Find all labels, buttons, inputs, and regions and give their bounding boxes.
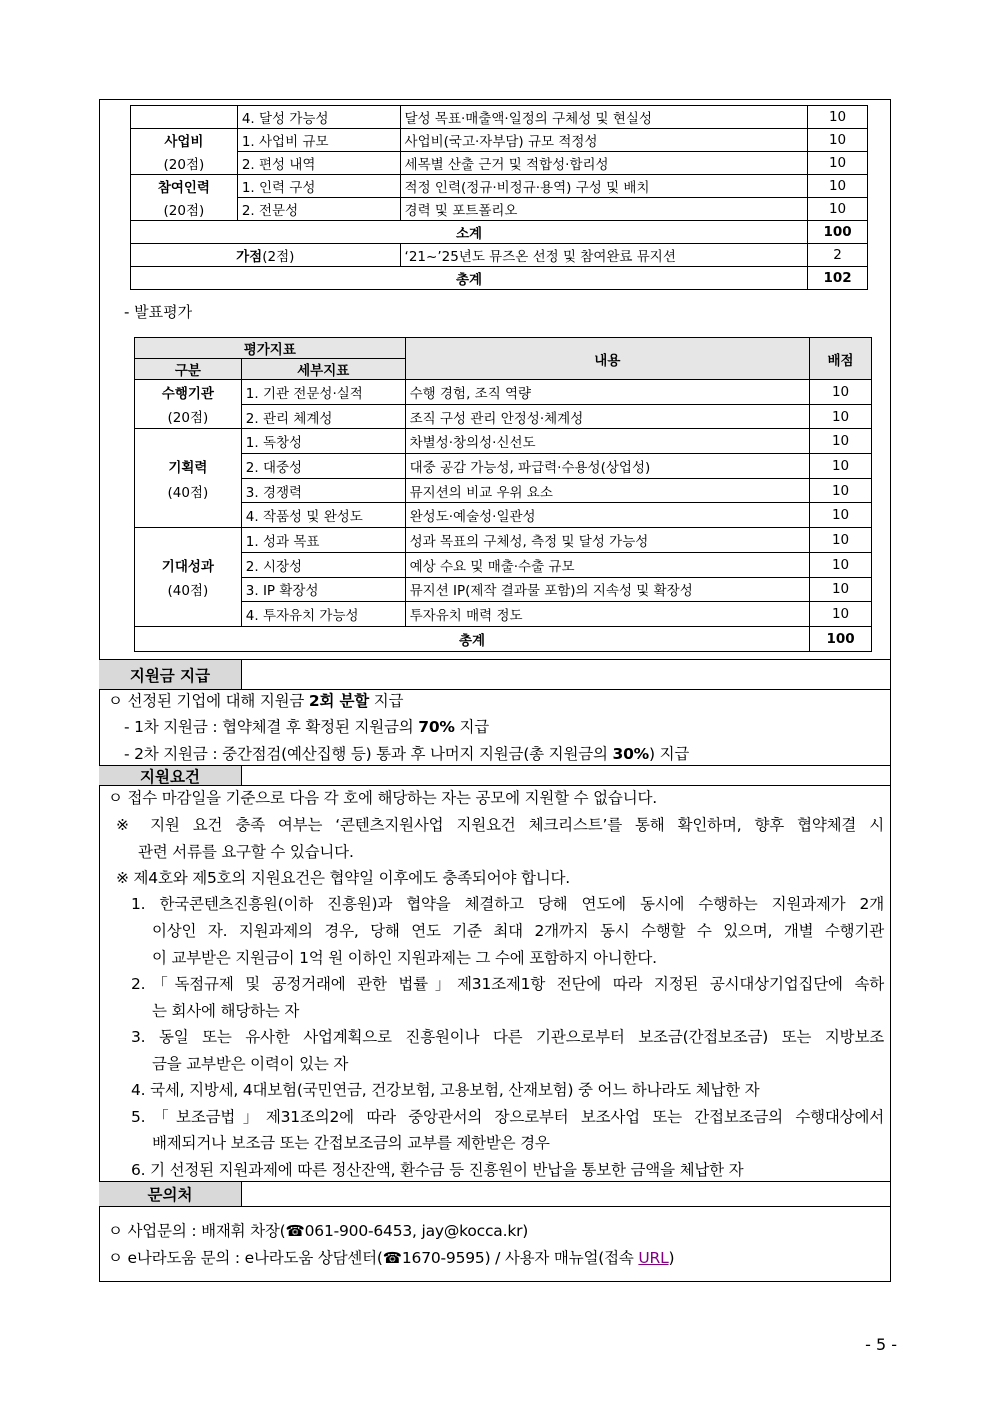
payment-section-header xyxy=(99,659,891,690)
bonus-content: ‘21~’25년도 뮤즈온 선정 및 참여완료 뮤지션 xyxy=(400,244,808,267)
text: - 1차 지원금 : 협약체결 후 확정된 지원금의 xyxy=(124,718,419,736)
score-cell: 10 xyxy=(810,602,872,627)
table-row xyxy=(135,503,872,528)
requirements-note-2: ※ 제4호와 제5호의 지원요건은 협약일 이후에도 충족되어야 합니다. xyxy=(116,869,571,887)
requirement-item-1b: 이상인 자. 지원과제의 경우, 당해 연도 기준 최대 2개까지 동시 수행할 수 있으며, 개별 수행기관 xyxy=(152,922,884,940)
payment-line-3 xyxy=(124,742,689,764)
item-cell: 2. 전문성 xyxy=(237,198,400,221)
contact-line-1: ㅇ 사업문의 : 배재휘 차장(☎061-900-6453, jay@kocca.kr) xyxy=(108,1222,529,1240)
group-spacer xyxy=(135,503,242,528)
table-row xyxy=(131,152,868,175)
item-cell: 2. 대중성 xyxy=(241,454,405,479)
payment-line-2 xyxy=(124,715,489,737)
table-row xyxy=(135,528,872,553)
table-row xyxy=(135,577,872,602)
table-row xyxy=(131,175,868,198)
content-cell: 완성도·예술성·일관성 xyxy=(405,503,809,528)
total-score: 102 xyxy=(808,267,868,290)
content-cell: 예상 수요 및 매출·수출 규모 xyxy=(405,552,809,577)
group-name: 기획력 xyxy=(135,454,242,479)
text: - 2차 지원금 : 중간점검(예산집행 등) 통과 후 나머지 지원금(총 지원금의 xyxy=(124,745,613,763)
bonus-score: 2 xyxy=(808,244,868,267)
group-name: 사업비 xyxy=(131,129,238,152)
item-cell: 2. 시장성 xyxy=(241,552,405,577)
content-cell: 뮤지션의 비교 우위 요소 xyxy=(405,478,809,503)
score-cell: 10 xyxy=(810,454,872,479)
contact-section-title: 문의처 xyxy=(99,1182,242,1206)
score-cell: 10 xyxy=(808,129,868,152)
content-cell: 뮤지션 IP(제작 결과물 포함)의 지속성 및 확장성 xyxy=(405,577,809,602)
item-cell: 2. 편성 내역 xyxy=(237,152,400,175)
score-cell: 10 xyxy=(810,478,872,503)
score-cell: 10 xyxy=(810,404,872,429)
subtotal-score: 100 xyxy=(808,221,868,244)
text: 지급 xyxy=(369,692,404,710)
item-cell: 3. 경쟁력 xyxy=(241,478,405,503)
text: ) xyxy=(668,1249,675,1267)
total-score: 100 xyxy=(810,626,872,651)
requirement-item-5a: 5.「보조금법」제31조의2에 따라 중앙관서의 장으로부터 보조사업 또는 간접보조금의 수행대상에서 xyxy=(131,1108,884,1126)
payment-section-title: 지원금 지급 xyxy=(99,660,242,689)
item-cell: 1. 독창성 xyxy=(241,429,405,454)
score-cell: 10 xyxy=(810,528,872,553)
item-cell: 1. 인력 구성 xyxy=(237,175,400,198)
requirements-section-header xyxy=(99,765,891,786)
table-row xyxy=(135,602,872,627)
group-points: (20점) xyxy=(131,152,238,175)
requirements-note-1a: ※ 지원 요건 충족 여부는 ‘콘텐츠지원사업 지원요건 체크리스트’를 통해 확인하며, 향후 협약체결 시 xyxy=(116,816,884,834)
header-indicator: 평가지표 xyxy=(135,338,406,359)
header-score: 배점 xyxy=(810,338,872,380)
group-spacer xyxy=(135,429,242,454)
table-row xyxy=(131,106,868,129)
table-row xyxy=(135,380,872,405)
table-row xyxy=(135,429,872,454)
text: 지급 xyxy=(454,718,490,736)
content-cell: 사업비(국고·자부담) 규모 적정성 xyxy=(400,129,808,152)
score-cell: 10 xyxy=(810,380,872,405)
presentation-evaluation-table xyxy=(134,337,872,652)
table-row xyxy=(131,198,868,221)
score-cell: 10 xyxy=(808,198,868,221)
text: ㅇ e나라도움 문의 : e나라도움 상담센터(☎1670-9595) / 사용자 매뉴얼(접속 xyxy=(108,1249,639,1267)
item-cell: 4. 달성 가능성 xyxy=(237,106,400,129)
requirement-item-2b: 는 회사에 해당하는 자 xyxy=(152,1002,300,1020)
subtotal-label: 소계 xyxy=(131,221,808,244)
content-cell: 수행 경험, 조직 역량 xyxy=(405,380,809,405)
content-cell: 대중 공감 가능성, 파급력·수용성(상업성) xyxy=(405,454,809,479)
content-cell: 달성 목표·매출액·일정의 구체성 및 현실성 xyxy=(400,106,808,129)
bold-text: 2회 분할 xyxy=(308,692,370,710)
group-points: (20점) xyxy=(131,198,238,221)
group-name: 수행기관 xyxy=(135,380,242,405)
total-row xyxy=(135,626,872,651)
bonus-row xyxy=(131,244,868,267)
requirements-intro: ㅇ 접수 마감일을 기준으로 다음 각 호에 해당하는 자는 공모에 지원할 수 없습니다. xyxy=(108,789,657,807)
content-cell: 차별성·창의성·신선도 xyxy=(405,429,809,454)
item-cell: 4. 투자유치 가능성 xyxy=(241,602,405,627)
score-cell: 10 xyxy=(808,152,868,175)
table-row xyxy=(135,478,872,503)
group-cell xyxy=(131,106,238,129)
requirement-item-5b: 배제되거나 보조금 또는 간접보조금의 교부를 제한받은 경우 xyxy=(152,1134,550,1152)
page-number: - 5 - xyxy=(865,1335,897,1354)
requirement-item-4: 4. 국세, 지방세, 4대보험(국민연금, 건강보험, 고용보험, 산재보험) 중 어느 하나라도 체납한 자 xyxy=(131,1081,760,1099)
score-cell: 10 xyxy=(808,106,868,129)
content-cell: 세목별 산출 근거 및 적합성·합리성 xyxy=(400,152,808,175)
content-cell: 적정 인력(정규·비정규·용역) 구성 및 배치 xyxy=(400,175,808,198)
score-cell: 10 xyxy=(810,552,872,577)
score-cell: 10 xyxy=(808,175,868,198)
item-cell: 3. IP 확장성 xyxy=(241,577,405,602)
presentation-eval-heading: - 발표평가 xyxy=(124,303,193,321)
text: ) 지급 xyxy=(649,745,690,763)
header-row xyxy=(135,338,872,359)
group-spacer xyxy=(135,602,242,627)
contact-line-2 xyxy=(108,1246,674,1268)
manual-url-link[interactable]: URL xyxy=(638,1249,669,1267)
requirement-item-3a: 3. 동일 또는 유사한 사업계획으로 진흥원이나 다른 기관으로부터 보조금(간접보조금) 또는 지방보조 xyxy=(131,1028,884,1046)
table-row xyxy=(131,129,868,152)
requirements-section-title: 지원요건 xyxy=(99,766,242,785)
bonus-label: 가점 xyxy=(236,249,263,265)
item-cell: 1. 사업비 규모 xyxy=(237,129,400,152)
group-name: 참여인력 xyxy=(131,175,238,198)
requirements-note-1b: 관련 서류를 요구할 수 있습니다. xyxy=(138,843,354,861)
content-cell: 경력 및 포트폴리오 xyxy=(400,198,808,221)
item-cell: 2. 관리 체계성 xyxy=(241,404,405,429)
requirement-item-1c: 이 교부받은 지원금이 1억 원 이하인 지원과제는 그 수에 포함하지 아니한다. xyxy=(152,949,657,967)
total-label: 총계 xyxy=(135,626,810,651)
contact-section-header xyxy=(99,1181,891,1207)
subtotal-row xyxy=(131,221,868,244)
bold-text: 70% xyxy=(418,718,455,736)
group-points: (40점) xyxy=(135,478,242,503)
group-name: 기대성과 xyxy=(135,552,242,577)
table-row xyxy=(135,454,872,479)
item-cell: 4. 작품성 및 완성도 xyxy=(241,503,405,528)
requirement-item-2a: 2.「독점규제 및 공정거래에 관한 법률」제31조제1항 전단에 따라 지정된 공시대상기업집단에 속하 xyxy=(131,975,884,993)
score-cell: 10 xyxy=(810,577,872,602)
total-row xyxy=(131,267,868,290)
evaluation-table-continued xyxy=(130,105,868,290)
group-spacer xyxy=(135,528,242,553)
content-cell: 조직 구성 관리 안정성·체계성 xyxy=(405,404,809,429)
header-content: 내용 xyxy=(405,338,809,380)
requirement-item-3b: 금을 교부받은 이력이 있는 자 xyxy=(152,1055,349,1073)
bonus-points: (2점) xyxy=(262,249,295,265)
payment-line-1 xyxy=(108,689,403,711)
total-label: 총계 xyxy=(131,267,808,290)
item-cell: 1. 기관 전문성·실적 xyxy=(241,380,405,405)
score-cell: 10 xyxy=(810,429,872,454)
table-row xyxy=(135,552,872,577)
table-row xyxy=(135,404,872,429)
header-category: 구분 xyxy=(135,359,242,380)
content-cell: 투자유치 매력 정도 xyxy=(405,602,809,627)
group-points: (40점) xyxy=(135,577,242,602)
bonus-label-cell xyxy=(131,244,401,267)
item-cell: 1. 성과 목표 xyxy=(241,528,405,553)
text: ㅇ 선정된 기업에 대해 지원금 xyxy=(108,692,309,710)
group-points: (20점) xyxy=(135,404,242,429)
requirement-item-6: 6. 기 선정된 지원과제에 따른 정산잔액, 환수금 등 진흥원이 반납을 통보한 금액을 체납한 자 xyxy=(131,1161,744,1179)
content-cell: 성과 목표의 구체성, 측정 및 달성 가능성 xyxy=(405,528,809,553)
requirement-item-1a: 1. 한국콘텐츠진흥원(이하 진흥원)과 협약을 체결하고 당해 연도에 동시에 수행하는 지원과제가 2개 xyxy=(131,895,884,913)
score-cell: 10 xyxy=(810,503,872,528)
header-detail: 세부지표 xyxy=(241,359,405,380)
bold-text: 30% xyxy=(612,745,650,763)
